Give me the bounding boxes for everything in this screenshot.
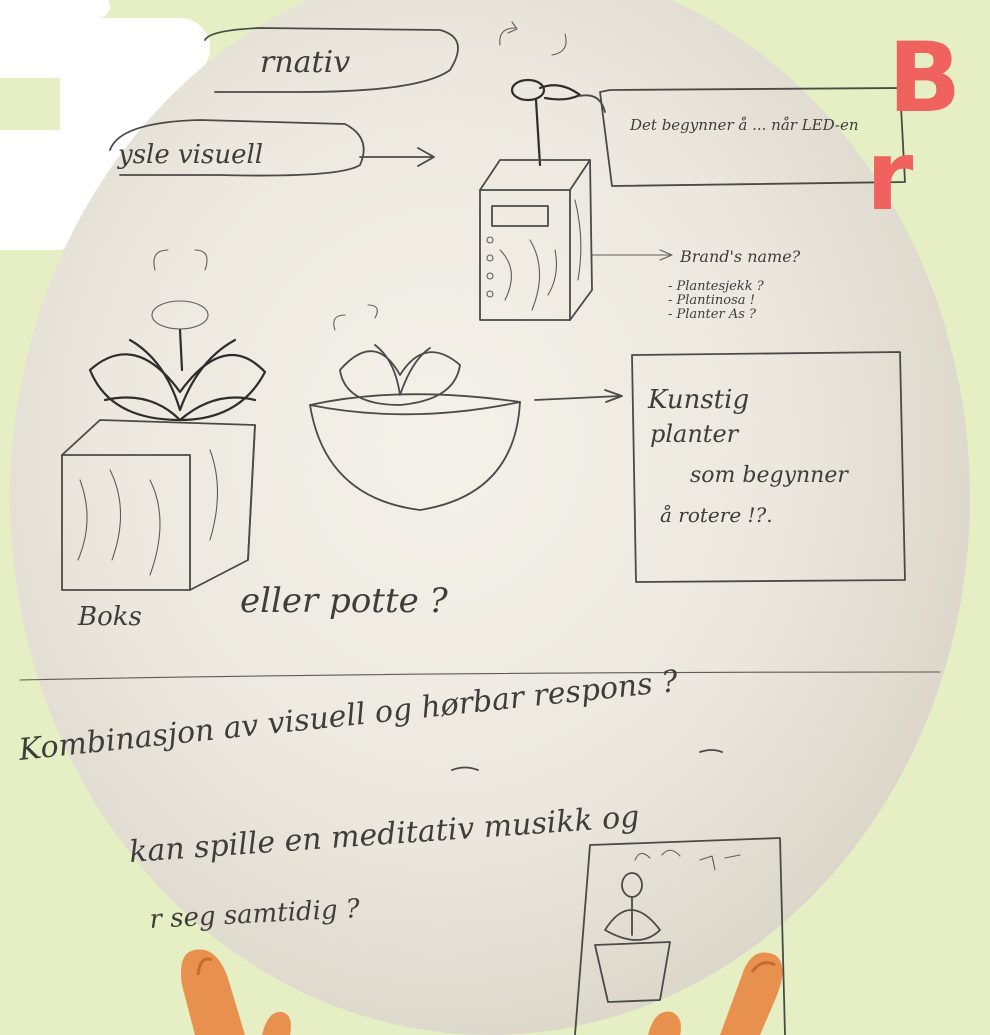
headline-line-2: r <box>866 120 916 232</box>
bowl-rim <box>310 402 520 414</box>
alternativ-label: rnativ <box>260 45 351 80</box>
bowl <box>310 394 520 510</box>
brand-option-3: - Planter As ? <box>668 307 756 322</box>
bird-head <box>512 80 544 100</box>
spille-text: kan spille en meditativ musikk og <box>128 799 641 870</box>
boks-label: Boks <box>78 602 142 632</box>
bottom-rotate-marks <box>635 850 680 860</box>
arrow-right <box>360 148 434 166</box>
kunstig-line-3: som begynner <box>690 463 848 488</box>
stem <box>536 100 540 165</box>
brand-option-2: - Plantinosa ! <box>668 293 755 308</box>
eller-potte-label: eller potte ? <box>240 581 448 621</box>
arrow-to-note <box>535 390 622 402</box>
kunstig-line-2: planter <box>650 420 739 448</box>
divider-line <box>20 672 940 680</box>
bottom-music-notes <box>700 855 740 870</box>
seg-text: r seg samtidig ? <box>148 894 361 935</box>
note-box <box>600 88 905 186</box>
succulent-leaves-outer <box>90 354 265 420</box>
rotate-arrows-mid <box>334 305 378 330</box>
sketch-photo <box>10 0 970 1035</box>
brand-option-1: - Plantesjekk ? <box>668 279 764 294</box>
flower-head <box>152 301 208 329</box>
brand-arrow <box>592 250 672 260</box>
box-front-left <box>62 455 190 590</box>
flower-stem <box>180 330 182 370</box>
kunstig-line-4: å rotere !?. <box>660 503 773 527</box>
emphasis-marks <box>452 750 722 770</box>
bottom-frame <box>575 838 785 1035</box>
box-top <box>480 160 590 190</box>
kunstig-line-1: Kunstig <box>648 385 750 415</box>
box-side-left <box>190 425 255 590</box>
rotate-arrows-left <box>154 250 207 270</box>
bird-body <box>540 85 580 99</box>
headline-line-1: B <box>888 22 964 134</box>
box-vines <box>78 450 218 575</box>
kombinasjon-text: Kombinasjon av visuell og hørbar respons ? <box>17 663 680 768</box>
bottom-pot <box>595 942 670 1002</box>
rotate-arrows <box>500 22 566 55</box>
box-leaves <box>500 200 581 310</box>
visuell-label: ysle visuell <box>118 140 264 170</box>
brand-question: Brand's name? <box>680 247 801 266</box>
bottom-flower <box>622 873 642 897</box>
box-front <box>480 190 570 320</box>
device-note: Det begynner å ... når LED-en <box>630 116 859 134</box>
box-screen <box>492 206 548 226</box>
